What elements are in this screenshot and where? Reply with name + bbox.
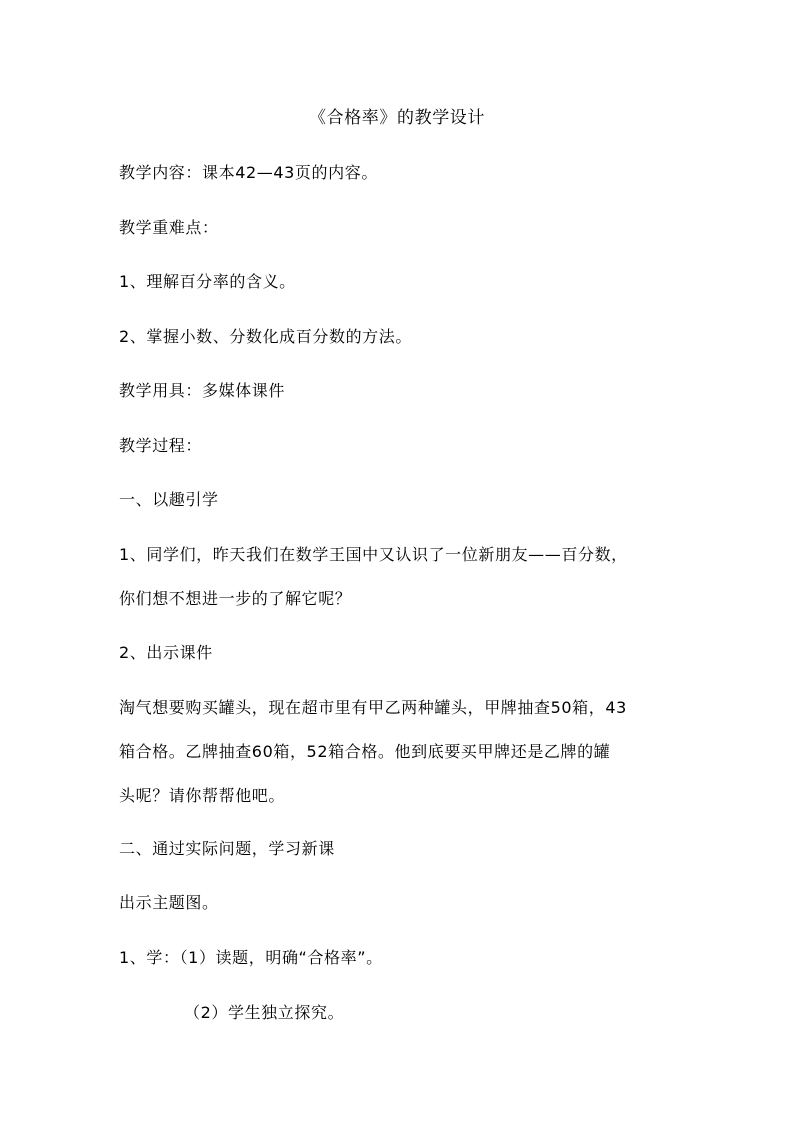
difficulty-item-2: 2、掌握小数、分数化成百分数的方法。: [119, 327, 412, 346]
paragraph-line: 你们想不想进一步的了解它呢？: [119, 589, 352, 608]
paragraph-line: 头呢？请你帮帮他吧。: [119, 786, 286, 805]
section-one-heading: 一、以趣引学: [119, 490, 219, 509]
section-two-heading: 二、通过实际问题，学习新课: [119, 839, 335, 858]
document-title: 《合格率》的教学设计: [309, 108, 485, 128]
teaching-content-line: 教学内容：课本42—43页的内容。: [119, 163, 378, 182]
paragraph-line: 淘气想要购买罐头，现在超市里有甲乙两种罐头，甲牌抽查50箱，43: [119, 698, 627, 717]
paragraph-line: 1、同学们，昨天我们在数学王国中又认识了一位新朋友——百分数，: [119, 545, 628, 564]
paragraph-line: 出示主题图。: [119, 893, 219, 912]
list-item: 1、学：（1）读题，明确“合格率”。: [119, 948, 383, 967]
list-item: 2、出示课件: [119, 643, 213, 662]
teaching-tools-line: 教学用具：多媒体课件: [119, 381, 286, 400]
teaching-process-heading: 教学过程：: [119, 436, 203, 455]
difficulty-item-1: 1、理解百分率的含义。: [119, 272, 296, 291]
key-difficulties-heading: 教学重难点：: [119, 218, 219, 237]
list-subitem: （2）学生独立探究。: [184, 1003, 345, 1022]
paragraph-line: 箱合格。乙牌抽查60箱，52箱合格。他到底要买甲牌还是乙牌的罐: [119, 742, 611, 761]
